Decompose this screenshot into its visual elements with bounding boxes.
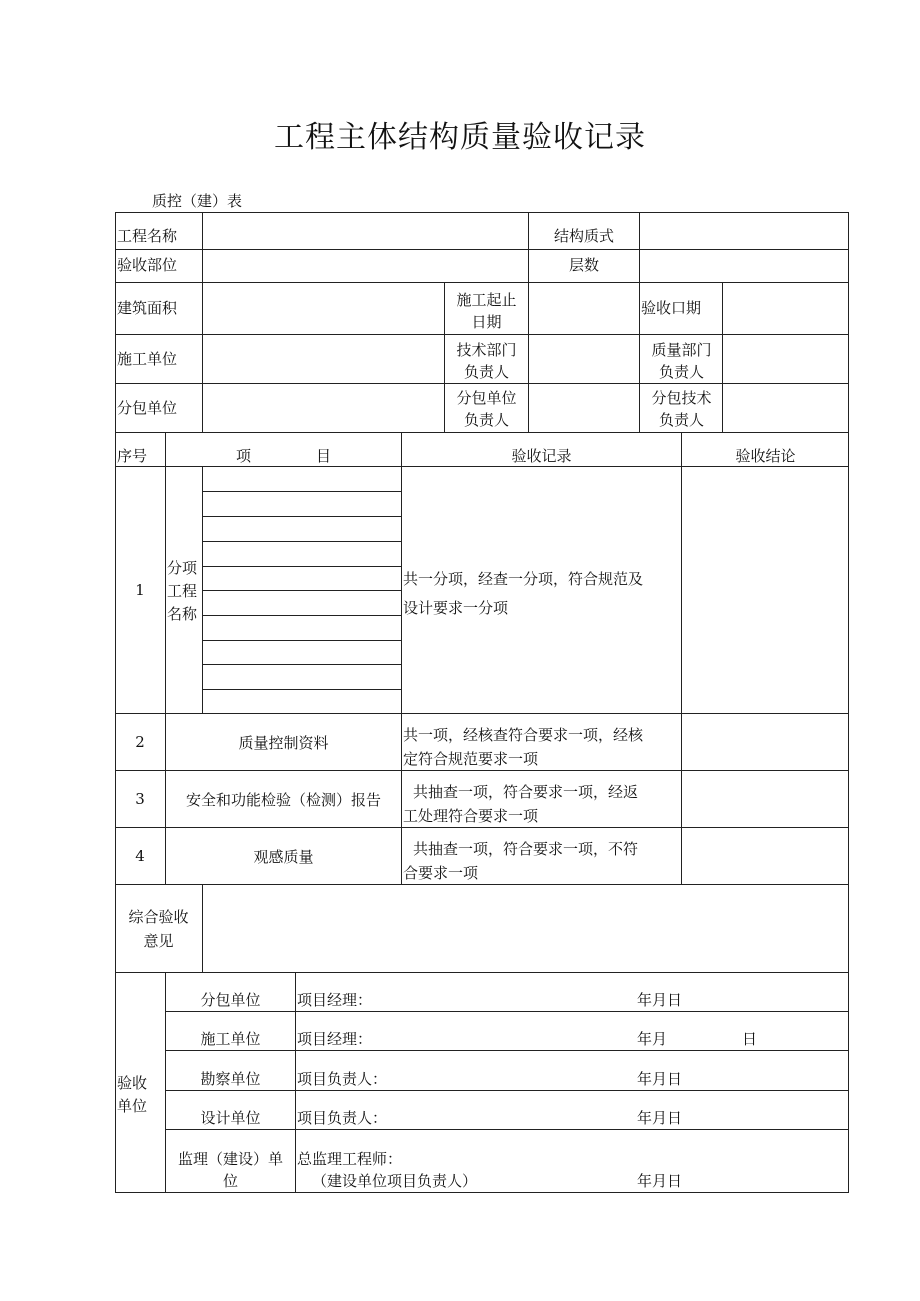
row1-seq: 1	[135, 581, 145, 599]
signoff-unit-1: 分包单位	[200, 991, 261, 1009]
col-item-1: 项	[236, 447, 252, 465]
overall-label-2: 意见	[143, 932, 174, 950]
row2-record-2: 定符合规范要求一项	[403, 750, 539, 768]
row2-record-1: 共一项，经核查符合要求一项，经核	[403, 726, 644, 744]
col-seq: 序号	[117, 447, 148, 465]
signoff-person-2: 项目经理：	[297, 1030, 373, 1048]
signoff-date-4: 年月日	[637, 1109, 683, 1127]
col-conclusion: 验收结论	[735, 447, 796, 465]
row3-seq: 3	[135, 790, 145, 808]
tech-dept-label-2: 负责人	[463, 363, 509, 381]
signoff-unit-5b: 位	[222, 1172, 238, 1190]
acceptance-date-label: 验收口期	[641, 299, 702, 317]
acceptance-table	[115, 212, 849, 1193]
sub-tech-head-label-2: 负责人	[658, 411, 704, 429]
subcontract-unit-label: 分包单位	[117, 399, 178, 417]
row4-item: 观感质量	[253, 848, 314, 866]
signoff-person-5a: 总监理工程师：	[297, 1150, 403, 1168]
signoff-date-3: 年月日	[637, 1070, 683, 1088]
tech-dept-label-1: 技术部门	[456, 341, 517, 359]
row2-item: 质量控制资料	[238, 734, 329, 752]
signoff-date-1: 年月日	[637, 991, 683, 1009]
signoff-person-4: 项目负责人：	[297, 1109, 388, 1127]
overall-label-1: 综合验收	[128, 908, 189, 926]
signoff-unit-5a: 监理（建设）单	[177, 1150, 283, 1168]
sub-unit-head-label-1: 分包单位	[456, 389, 517, 407]
col-item-2: 目	[316, 447, 332, 465]
signoff-person-1: 项目经理：	[297, 991, 373, 1009]
signoff-date-2a: 年月	[637, 1030, 668, 1048]
quality-dept-label-1: 质量部门	[651, 341, 712, 359]
signoff-unit-4: 设计单位	[200, 1109, 261, 1127]
row3-record-1: 共抽查一项，符合要求一项，经返	[413, 783, 639, 801]
form-code: 质控（建）表	[152, 192, 243, 210]
row4-record-1: 共抽查一项，符合要求一项，不符	[413, 840, 639, 858]
construction-period-label-2: 日期	[471, 313, 502, 331]
col-record: 验收记录	[511, 447, 572, 465]
row2-seq: 2	[135, 733, 145, 751]
signoff-person-3: 项目负责人：	[297, 1070, 388, 1088]
quality-dept-label-2: 负责人	[658, 363, 704, 381]
signoff-label-1: 验收	[117, 1074, 148, 1092]
row3-record-2: 工处理符合要求一项	[403, 807, 539, 825]
row1-item-1: 分项	[167, 559, 198, 577]
row1-item-3: 名称	[167, 605, 198, 623]
row1-record-2: 设计要求一分项	[403, 599, 509, 617]
floors-label: 层数	[568, 256, 599, 274]
building-area-label: 建筑面积	[117, 299, 178, 317]
row3-item: 安全和功能检验（检测）报告	[185, 791, 381, 809]
sub-unit-head-label-2: 负责人	[463, 411, 509, 429]
signoff-unit-3: 勘察单位	[200, 1070, 261, 1088]
signoff-person-5b: （建设单位项目负责人）	[312, 1172, 478, 1190]
structure-type-label: 结构质式	[553, 227, 614, 245]
row1-item-2: 工程	[167, 582, 198, 600]
project-name-label: 工程名称	[117, 227, 178, 245]
row1-record-1: 共一分项，经查一分项，符合规范及	[403, 570, 644, 588]
construction-unit-label: 施工单位	[117, 350, 178, 368]
row4-seq: 4	[135, 847, 145, 865]
signoff-label-2: 单位	[117, 1097, 148, 1115]
signoff-date-2b: 日	[742, 1030, 758, 1048]
acceptance-part-label: 验收部位	[117, 256, 178, 274]
row4-record-2: 合要求一项	[403, 864, 479, 882]
page-title: 工程主体结构质量验收记录	[274, 120, 646, 155]
signoff-date-5: 年月日	[637, 1172, 683, 1190]
sub-tech-head-label-1: 分包技术	[651, 389, 712, 407]
signoff-unit-2: 施工单位	[200, 1030, 261, 1048]
construction-period-label-1: 施工起止	[456, 291, 517, 309]
